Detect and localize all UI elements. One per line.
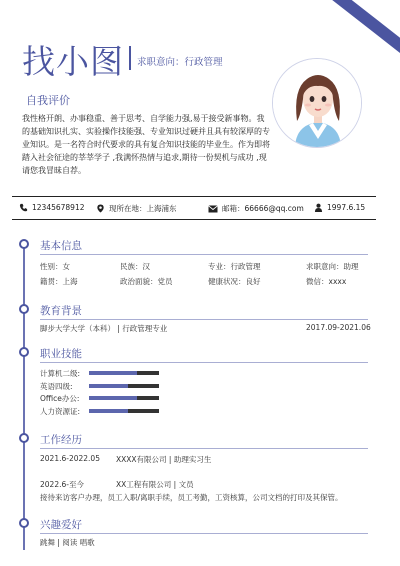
education-underline [40,319,368,320]
basic-info-title: 基本信息 [40,240,82,252]
work-title: 工作经历 [40,434,82,446]
education-title: 教育背景 [40,305,82,317]
job-intent: 求职意向：行政管理 [137,57,223,68]
work-underline [40,448,368,449]
basic-politics: 政治面貌：党员 [120,277,173,286]
timeline-dot-skills [19,347,29,357]
skill-bar [89,384,159,388]
basic-wechat: 微信：xxxx [306,277,347,286]
header-divider [129,46,131,70]
timeline-line [23,240,25,550]
self-eval-text: 我性格开朗、办事稳重、善于思考、自学能力强,易于接受新事物。我的基础知识扎实、实验操作技能强、专业知识过硬并且具有较深厚的专业知识。是一名符合时代要求的具有复合知识技能的毕业生。作为即将踏入社会征途的莘莘学子 ,我满怀热情与追求,期待一份契机与成功 ,现请您我冒昧自荐。 [22,114,270,175]
contact-bar [12,200,376,216]
self-eval-title: 自我评价 [26,94,70,107]
hobby-text: 跳舞 | 阅读 唱歌 [40,538,95,547]
job-1-period: 2021.6-2022.05 [40,454,100,463]
skill-bar-fill [89,409,128,413]
phone-icon [19,203,28,212]
skill-label: 计算机二级: [40,369,81,378]
location-icon [96,204,105,213]
location-text: 现所在地：上海浦东 [109,204,177,213]
basic-gender: 性别：女 [40,262,70,271]
hobby-underline [40,533,368,534]
contact-phone [19,203,85,212]
birth-text: 1997.6.15 [327,203,366,212]
basic-info-underline [40,254,368,255]
job-2-desc: 接待来访客户办理，员工入职/离职手续，员工考勤，工资核算，公司文档的打印及其保管。 [40,493,343,502]
basic-health: 健康状况：良好 [208,277,261,286]
skills-title: 职业技能 [40,348,82,360]
basic-intent: 求职意向：助理 [306,262,359,271]
timeline-dot-hobby [19,518,29,528]
job-2-period: 2022.6-至今 [40,480,84,489]
contact-email [208,203,304,214]
skill-bar-fill [89,384,128,388]
skill-label: 人力资源证: [40,406,81,416]
timeline-dot-education [19,304,29,314]
skill-label: 英语四级: [40,381,73,391]
contact-top-line [12,196,376,197]
hobby-title: 兴趣爱好 [40,519,82,531]
timeline-dot-basic [19,239,29,249]
email-text: 邮箱：66666@qq.com [222,204,304,213]
skill-bar [89,409,159,413]
skill-bar [89,371,159,375]
mail-icon [208,205,218,213]
education-period: 2017.09-2021.06 [306,323,371,332]
job-1-company: XXXX有限公司 | 助理实习生 [116,455,212,464]
skill-bar [89,396,159,400]
contact-bottom-line [12,219,376,220]
person-icon [314,203,323,212]
avatar [272,58,362,148]
corner-decoration [310,0,400,63]
basic-origin: 籍贯：上海 [40,277,78,286]
education-school: 脚步大学大学（本科） | 行政管理专业 [40,324,168,333]
phone-text: 12345678912 [32,203,85,212]
skill-bar-fill [89,371,137,375]
contact-location [96,203,177,214]
timeline-dot-work [19,433,29,443]
basic-ethnic: 民族：汉 [120,262,150,271]
contact-birth [314,203,365,212]
basic-major: 专业：行政管理 [208,262,261,271]
skill-bar-fill [89,396,137,400]
candidate-name: 找小图 [22,42,124,81]
skills-underline [40,362,368,363]
skill-label: Office办公: [40,394,80,403]
avatar-illustration [273,59,362,148]
job-2-company: XX工程有限公司 | 文员 [116,480,194,489]
